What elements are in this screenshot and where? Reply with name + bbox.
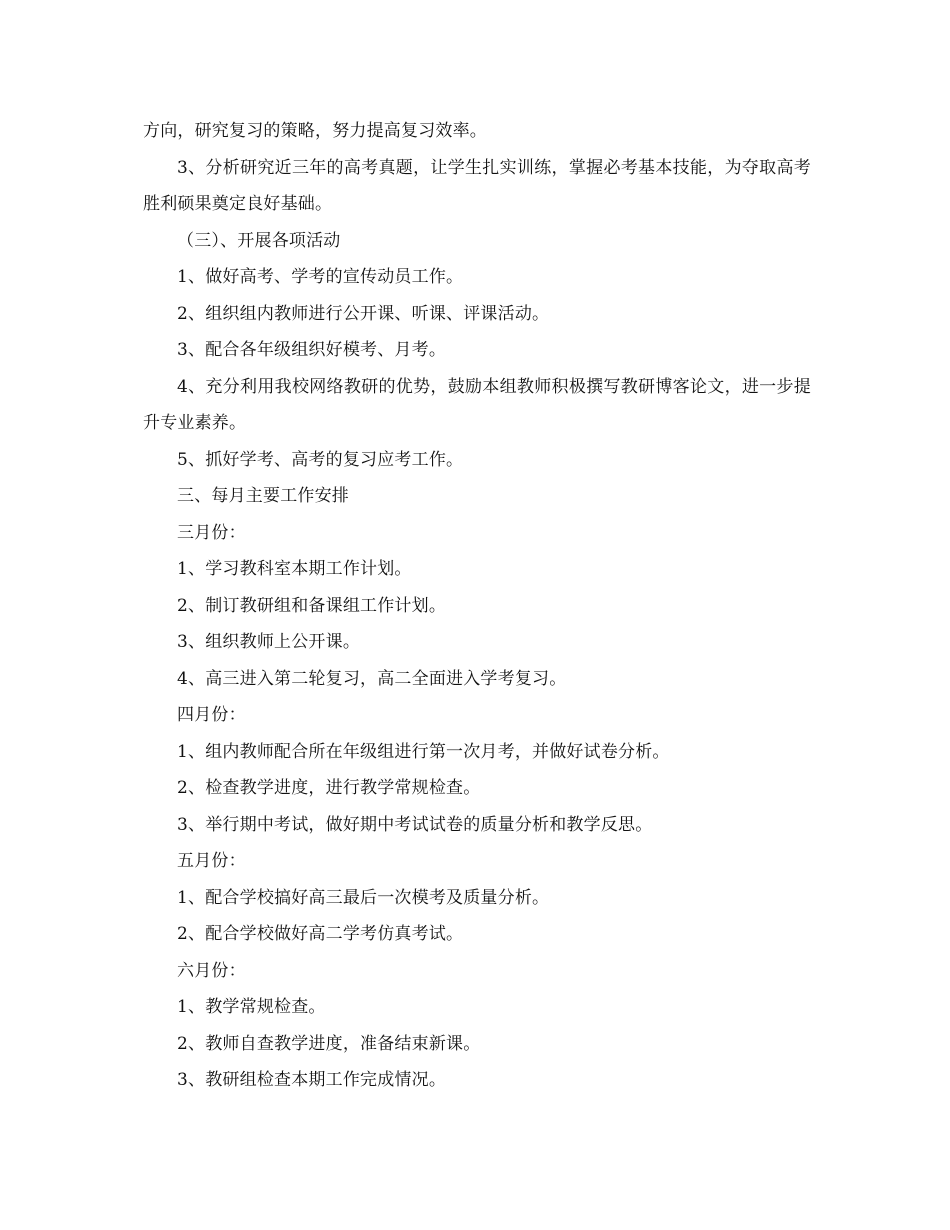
paragraph-item: 3、教研组检查本期工作完成情况。 bbox=[177, 1070, 447, 1090]
paragraph-item: 2、组织组内教师进行公开课、听课、评课活动。 bbox=[177, 303, 550, 324]
paragraph-item: 3、分析研究近三年的高考真题，让学生扎实训练，掌握必考基本技能，为夺取高考胜利硕果奠定良好基础。 bbox=[143, 157, 811, 214]
month-heading: 三月份： bbox=[177, 522, 246, 543]
paragraph-item: 1、组内教师配合所在年级组进行第一次月考，并做好试卷分析。 bbox=[177, 741, 670, 762]
paragraph-item: 1、教学常规检查。 bbox=[177, 997, 326, 1017]
paragraph-item: 5、抓好学考、高考的复习应考工作。 bbox=[177, 449, 464, 470]
month-heading: 六月份： bbox=[177, 960, 246, 981]
paragraph-item: 3、举行期中考试，做好期中考试试卷的质量分析和教学反思。 bbox=[177, 814, 653, 835]
month-heading: 五月份： bbox=[177, 851, 246, 871]
month-heading: 四月份： bbox=[177, 705, 246, 725]
paragraph-item: 1、做好高考、学考的宣传动员工作。 bbox=[177, 267, 464, 287]
paragraph-item: 2、教师自查教学进度，准备结束新课。 bbox=[177, 1033, 481, 1054]
section-heading: 三、每月主要工作安排 bbox=[177, 486, 349, 506]
paragraph-item: 2、检查教学进度，进行教学常规检查。 bbox=[177, 778, 481, 798]
paragraph-item: 4、高三进入第二轮复习，高二全面进入学考复习。 bbox=[177, 668, 567, 689]
paragraph-item: 1、学习教科室本期工作计划。 bbox=[177, 559, 412, 579]
paragraph-item: 2、配合学校做好高二学考仿真考试。 bbox=[177, 924, 464, 944]
paragraph-continuation: 方向，研究复习的策略，努力提高复习效率。 bbox=[143, 121, 487, 141]
section-heading: （三）、开展各项活动 bbox=[177, 230, 341, 251]
document-body bbox=[143, 113, 811, 1099]
paragraph-item: 3、配合各年级组织好模考、月考。 bbox=[177, 340, 447, 360]
paragraph-item: 4、充分利用我校网络教研的优势，鼓励本组教师积极撰写教研博客论文，进一步提升专业素养。 bbox=[143, 376, 811, 433]
paragraph-item: 3、组织教师上公开课。 bbox=[177, 632, 361, 652]
paragraph-item: 2、制订教研组和备课组工作计划。 bbox=[177, 595, 447, 616]
paragraph-item: 1、配合学校搞好高三最后一次模考及质量分析。 bbox=[177, 887, 550, 908]
